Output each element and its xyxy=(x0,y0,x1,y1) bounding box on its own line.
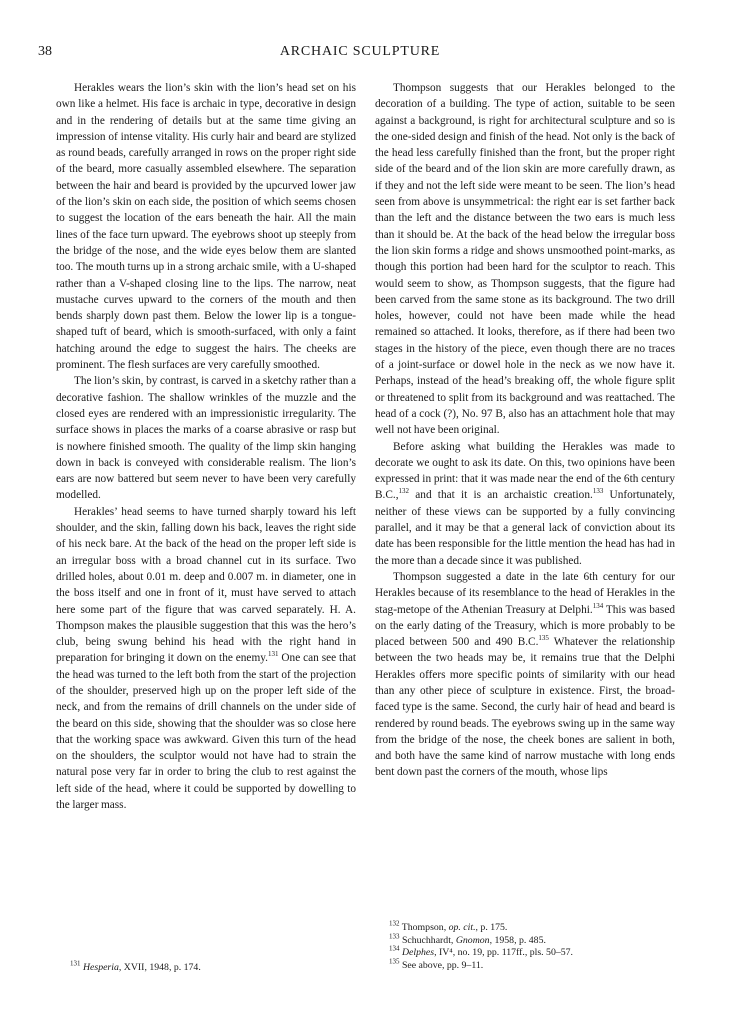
footnote-number: 132 xyxy=(389,919,400,928)
footnote-number: 131 xyxy=(70,959,81,968)
footnote xyxy=(56,959,356,975)
paragraph xyxy=(56,504,356,814)
running-head: ARCHAIC SCULPTURE xyxy=(279,44,441,59)
paragraph: Herakles wears the lion’s skin with the lion’s head set on his own like a helmet. His face is archaic in type, decorative in design and in the rendering of details but at the same time giving an impression of intense vitality. His curly hair and beard are stylized as round beads, carefully arranged in rows on the proper right side of the beard, more casually assembled elsewhere. The separation between the hair and beard is provided by the upcurved lower jaw of the lion’s skin on each side, the position of which seems chosen to suggest the location of the ears beneath the hair. All the main lines of the face turn upward. The eyebrows shoot up steeply from the bridge of the nose, and the wide eyes below them are slanted too. The mouth turns up in a strong archaic smile, with a U-shaped rather than a V-shaped closing line to the lips. The narrow, neat mustache curves upward to the corners of the mouth and then bends sharply down past them. Below the lower lip is a tongue-shaped tuft of beard, which is smooth-surfaced, with only a faint hatching around the edge to suggest the hairs. The cheeks are prominent. The flesh surfaces are very carefully smoothed. xyxy=(56,82,356,372)
footnote-italic: op. cit. xyxy=(448,922,476,933)
footnote-italic: Delphes xyxy=(401,947,435,959)
page-header xyxy=(24,44,696,64)
footnote-ref[interactable]: 132 xyxy=(398,487,410,496)
paragraph-text: and that it is an archaistic creation. xyxy=(415,489,593,502)
paragraph-text: Herakles’ head seems to have turned sharply toward his left shoulder, and the skin, falling down his back, leaves the right side of his neck bare. At the back of the head on the proper left side is an irregular boss with a broad channel cut in its surface. Two drilled holes, about 0.01 m. deep and 0.007 m. in diameter, one in the boss itself and one in front of it, must have served to attach here some part of the figure that was carved separately. H. A. Thompson makes the plausible suggestion that this was the hero’s club, being swung behind his head with the right hand in preparation for bringing it down on the enemy. xyxy=(56,505,356,665)
footnote-text: See above, pp. 9–11. xyxy=(401,959,484,971)
footnote-text: , IV⁴, no. 19, pp. 117ff., pls. 50–57. xyxy=(434,947,573,959)
right-column xyxy=(375,80,675,781)
footnote-number: 133 xyxy=(389,932,400,941)
footnote-ref[interactable]: 131 xyxy=(267,650,279,659)
paragraph xyxy=(375,439,675,569)
footnote-text: Schuchhardt, xyxy=(401,934,456,946)
paragraph-text: Unfortunately, neither of these views can be supported by a fully convincing parallel, and it may be that a general lack of conviction about its date has been responsible for the little mention the head has had in the more than a decade since it was published. xyxy=(375,489,676,567)
footnotes-right xyxy=(375,919,675,972)
footnote-italic: Gnomon xyxy=(455,934,490,946)
footnote-text: , 1958, p. 485. xyxy=(489,934,546,946)
footnote-text: , p. 175. xyxy=(475,922,508,933)
footnote-ref[interactable]: 134 xyxy=(592,601,604,610)
paragraph-text: Whatever the relationship between the two heads may be, it remains true that the Delphi Herakles offers more specific points of similarity with our head than any other piece of sculpture in existence. First, the broad-faced type is the same. Second, the curly hair of head and beard is rendered by round beads. The eyebrows swing up in the same way from the bridge of the nose, the cheek bones are salient in both, and both have the same kind of narrow mustache with long ends bent down past the corners of the mouth, whose lips xyxy=(375,636,675,779)
page-number: 38 xyxy=(38,44,52,59)
paragraph-text: One can see that the head was turned to the left both from the start of the projection of the shoulder, preserved high up on the proper left side of the neck, and from the remains of drill channels on the under side of the beard on this side, showing that the shoulder was so close here that the working space was awkward. Given this turn of the head on the shoulders, the sculptor would not have had to strain the natural pose very far in order to bring the club to rest against the left side of the head, where it could be supported by dowelling to the larger mass. xyxy=(56,652,356,812)
footnote-ref[interactable]: 133 xyxy=(592,487,604,496)
paragraph: The lion’s skin, by contrast, is carved in a sketchy rather than a decorative fashion. The shallow wrinkles of the muzzle and the closed eyes are rendered with an impressionistic irregularity. The surface shows in places the marks of a coarse abrasive or rasp but is nowhere finished smooth. The quality of the limp skin hanging down in back is conveyed with considerable realism. The lion’s ears are now battered but seem never to have been very carefully modelled. xyxy=(56,375,356,502)
footnote-ref[interactable]: 135 xyxy=(538,634,549,643)
footnote xyxy=(375,957,675,973)
footnote-text: Thompson, xyxy=(401,922,449,933)
paragraph: Thompson suggests that our Herakles belonged to the decoration of a building. The type of action, suitable to be seen against a background, is right for architectural sculpture and so is the one-sided design and finish of the head. Not only is the back of the head less carefully finished than the front, but the proper right side of the beard and of the lion skin are more carefully drawn, as if they and not the left side were meant to be seen. The lion’s head seen from above is unsymmetrical: the right ear is set farther back than the left and the distance between the two ears is much less than it should be. At the back of the head below the irregular boss the lion skin forms a ridge and shows unsmoothed point-marks, as though this portion had been hard for the sculptor to reach. This would seem to show, as Thompson suggests, that the figure had been carved from the same stone as its background. The two drill holes, however, could not have been made while the head remained so attached. It looks, therefore, as if there had been two stages in the history of the piece, even though there are no traces of a joint-surface or dowel hole in the neck as we now have it. Perhaps, instead of the head’s breaking off, the whole figure split or threatened to split from its background and was reattached. The head of a cock (?), No. 97 B, also has an attachment hole that may well not have been original. xyxy=(375,82,675,437)
footnote-text: , XVII, 1948, p. 174. xyxy=(118,962,201,973)
paragraph-text: Before asking what building the Herakles was made to decorate we ought to ask its date. On this, two opinions have been expressed in print: that it was made near the end of the 6th century B.C., xyxy=(375,440,675,502)
paragraph-text: Thompson suggested a date in the late 6th century for our Herakles because of its resemblance to the head of Herakles in the stag-metope of the Athenian Treasury at Delphi. xyxy=(375,570,675,616)
paragraph xyxy=(375,569,675,781)
left-column xyxy=(56,80,356,813)
footnote-number: 134 xyxy=(389,944,400,953)
footnotes-left xyxy=(56,959,356,975)
footnote-number: 135 xyxy=(389,957,400,966)
footnote xyxy=(375,919,675,935)
footnote-italic: Hesperia xyxy=(82,962,119,973)
footnote xyxy=(375,932,675,948)
paragraph-text: This was based on the early dating of the Treasury, which is more probably to be placed between 500 and 490 B.C. xyxy=(375,603,675,649)
footnote xyxy=(375,944,675,960)
